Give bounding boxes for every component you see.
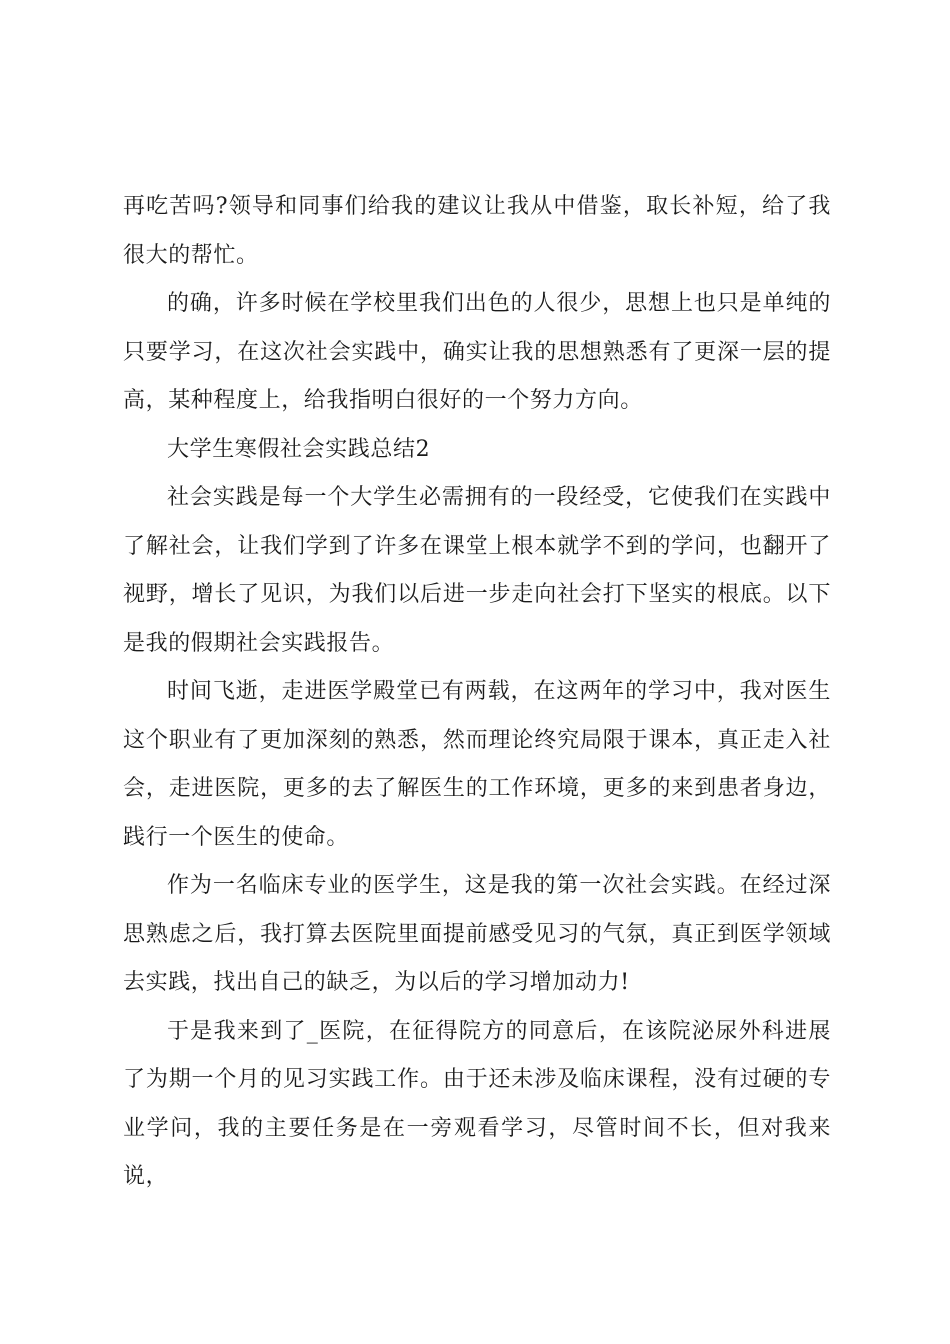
paragraph: 的确，许多时候在学校里我们出色的人很少，思想上也只是单纯的只要学习，在这次社会实践中，确实让我的思想熟悉有了更深一层的提高，某种程度上，给我指明白很好的一个努力方向。 [123,291,831,413]
continuation-paragraph: 再吃苦吗?领导和同事们给我的建议让我从中借鉴，取长补短，给了我很大的帮忙。 [123,194,831,268]
paragraph: 社会实践是每一个大学生必需拥有的一段经受，它使我们在实践中了解社会，让我们学到了许多在课堂上根本就学不到的学问，也翻开了视野，增长了见识，为我们以后进一步走向社会打下坚实的根底。以下是我的假期社会实践报告。 [123,485,831,656]
paragraph: 于是我来到了_医院，在征得院方的同意后，在该院泌尿外科进展了为期一个月的见习实践工作。由于还未涉及临床课程，没有过硬的专业学问，我的主要任务是在一旁观看学习，尽管时间不长，但对我来说， [123,1018,831,1189]
paragraph: 作为一名临床专业的医学生，这是我的第一次社会实践。在经过深思熟虑之后，我打算去医院里面提前感受见习的气氛，真正到医学领域去实践，找出自己的缺乏，为以后的学习增加动力! [123,873,831,995]
document-body [123,183,831,1202]
section-heading: 大学生寒假社会实践总结2 [167,436,431,462]
paragraph: 时间飞逝，走进医学殿堂已有两载，在这两年的学习中，我对医生这个职业有了更加深刻的熟悉，然而理论终究局限于课本，真正走入社会，走进医院，更多的去了解医生的工作环境，更多的来到患者身边，践行一个医生的使命。 [123,679,831,850]
